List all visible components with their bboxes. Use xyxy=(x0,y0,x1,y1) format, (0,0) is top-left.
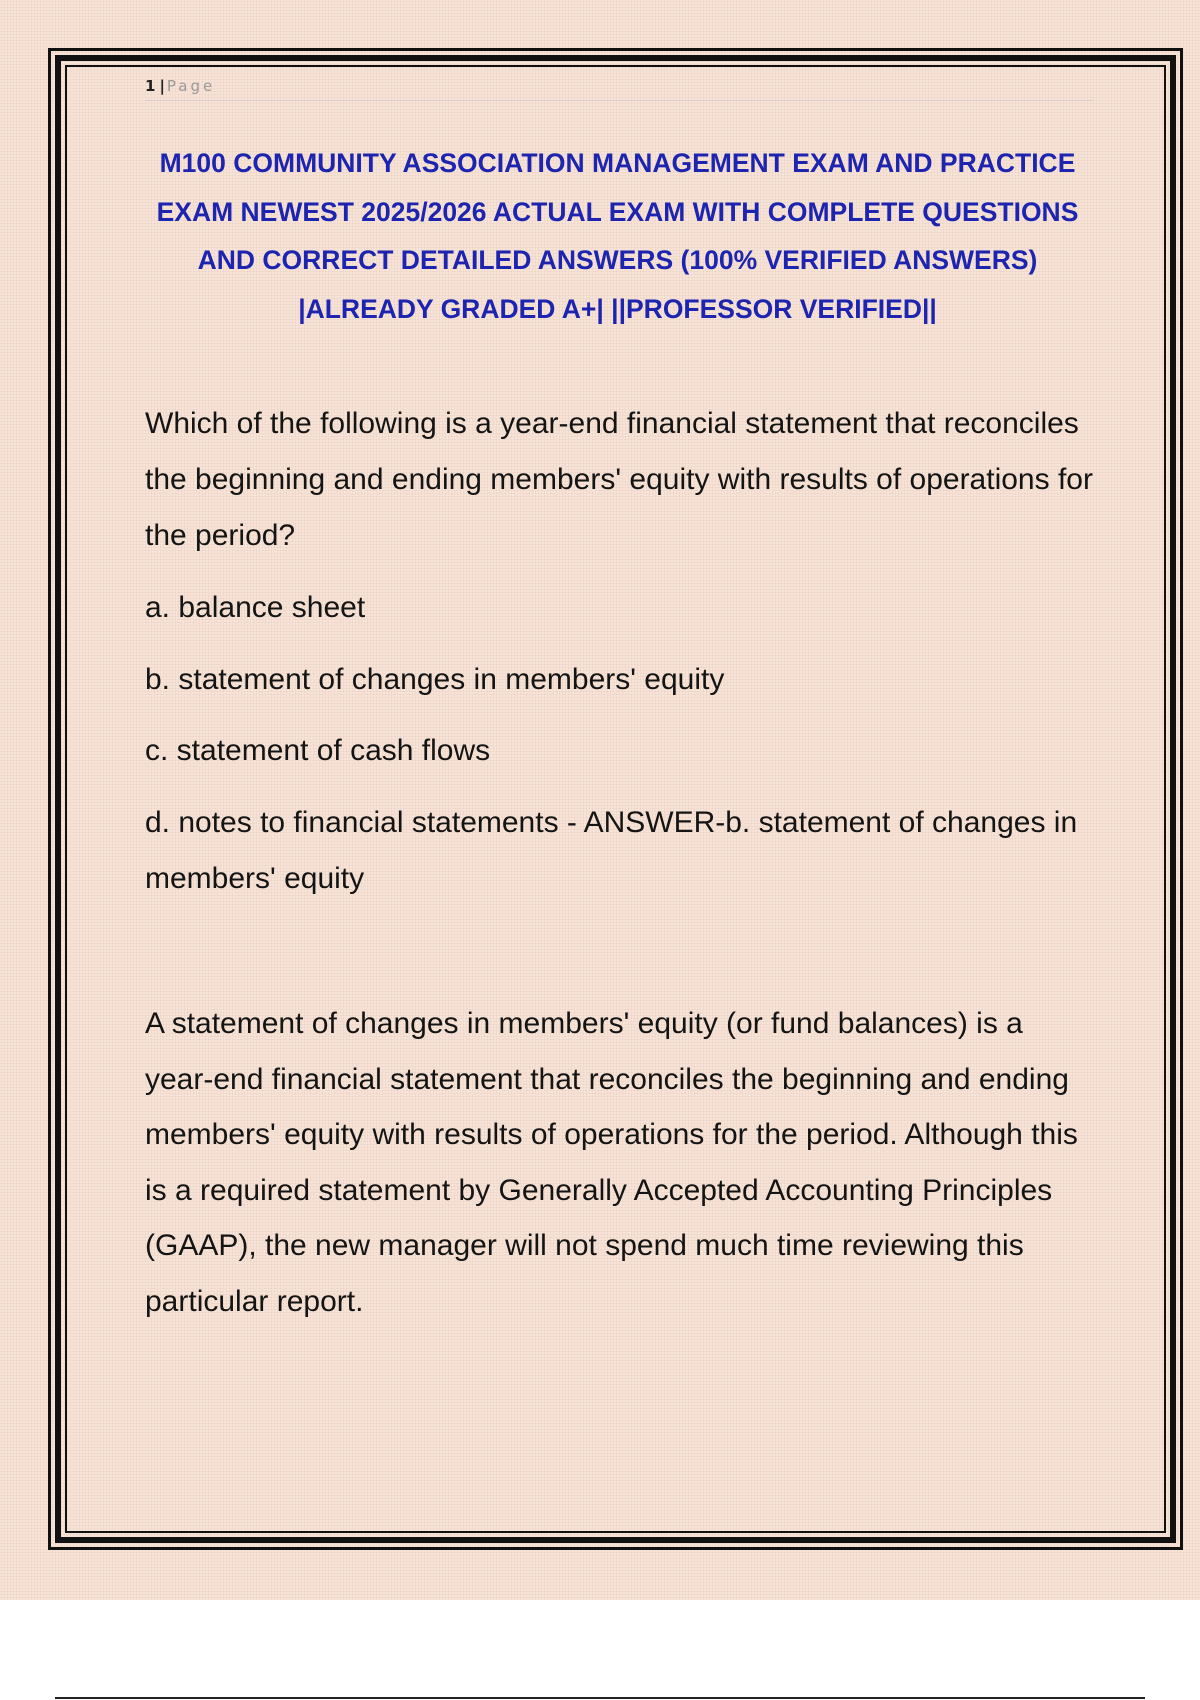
document-title: M100 COMMUNITY ASSOCIATION MANAGEMENT EXAM AND PRACTICE EXAM NEWEST 2025/2026 ACTUAL EXAM WITH COMPLETE QUESTIONS AND CORRECT DETAILED ANSWERS (100% VERIFIED ANSWERS) |ALREADY GRADED A+| ||PROFESSOR VERIFIED|| xyxy=(156,148,1079,324)
option-a: a. balance sheet xyxy=(145,591,366,624)
option-c: c. statement of cash flows xyxy=(145,734,491,767)
option-d-with-answer: d. notes to financial statements - ANSWER-b. statement of changes in members' equity xyxy=(145,806,1078,895)
page-number: 1 xyxy=(145,77,156,95)
answer-explanation: A statement of changes in members' equity (or fund balances) is a year-end financial statement that reconciles the beginning and ending members' equity with results of operations for the period. Although this is a required statement by Generally Accepted Accounting Principles (GAAP), the new manager will not spend much time reviewing this particular report. xyxy=(145,1007,1078,1318)
page-label: Page xyxy=(166,77,216,95)
question-text: Which of the following is a year-end financial statement that reconciles the beginning and ending members' equity with results of operations for the period? xyxy=(145,407,1093,552)
option-b: b. statement of changes in members' equity xyxy=(145,663,725,696)
page-separator: | xyxy=(159,77,165,95)
page-header xyxy=(145,75,1093,101)
bottom-divider xyxy=(55,1697,1145,1699)
